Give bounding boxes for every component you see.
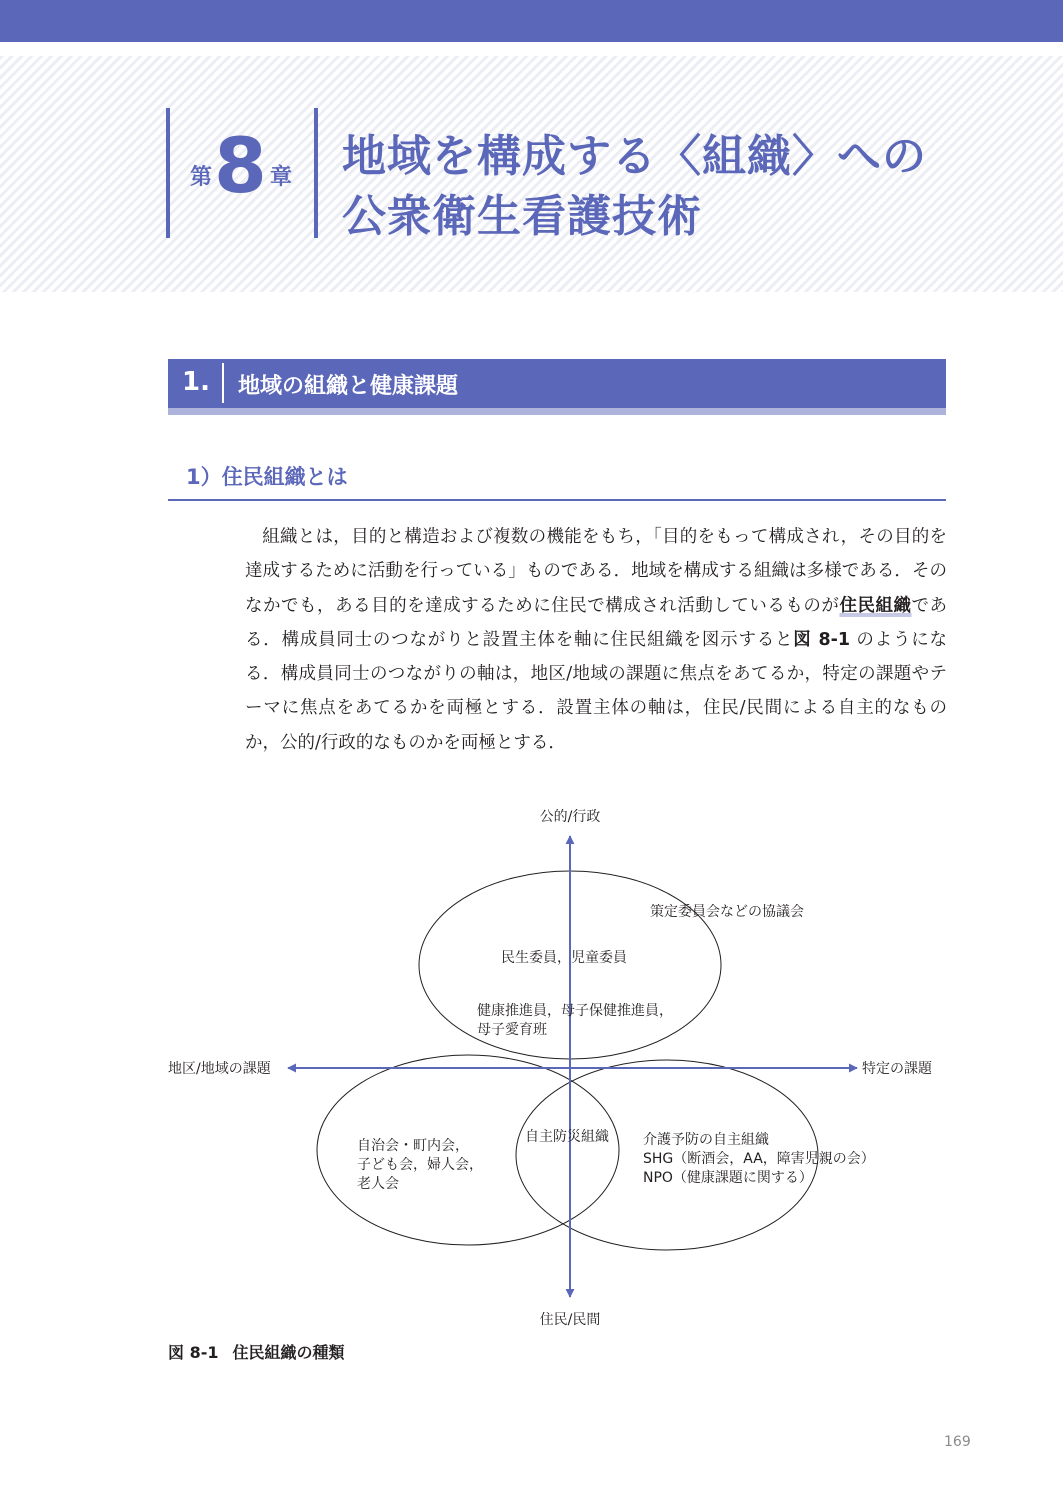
figure-reference: 図 8-1 (793, 629, 851, 650)
figure-caption-number: 図 8-1 (168, 1343, 219, 1362)
label-right-line1: 介護予防の自主組織 (643, 1132, 769, 1148)
subsection-title: 1）住民組織とは (186, 465, 348, 489)
body-text-part3: のようになる．構成員同士のつながりの軸は，地区/地域の課題に焦点をあてるか，特定の課題やテーマに焦点をあてるかを両極とする．設置主体の軸は，住民/民間による自主的なものか，公的/行政的なものかを両極とする． (245, 629, 948, 753)
label-health-promoters-line2: 母子愛育班 (477, 1022, 547, 1038)
axis-label-top: 公的/行政 (539, 809, 601, 825)
label-left-line2: 子ども会，婦人会， (357, 1157, 483, 1173)
label-health-promoters-line1: 健康推進員，母子保健推進員， (477, 1003, 673, 1019)
resident-organization-diagram (0, 790, 1063, 1335)
axis-label-right: 特定の課題 (862, 1061, 932, 1077)
chapter-prefix: 第 (190, 165, 213, 190)
section-heading-underline (168, 408, 946, 415)
keyword-jumin-soshiki: 住民組織 (839, 595, 912, 616)
label-commissioners: 民生委員，児童委員 (501, 950, 627, 966)
body-paragraph (245, 520, 947, 760)
chapter-title-line1: 地域を構成する〈組織〉への (342, 131, 927, 182)
label-council: 策定委員会などの協議会 (650, 904, 804, 920)
page-number: 169 (944, 1434, 971, 1450)
axis-label-left: 地区/地域の課題 (168, 1061, 271, 1077)
body-text-part2: である．構成員同士のつながりと設置主体を軸に住民組織を図示すると (245, 595, 948, 650)
chapter-divider-rule (314, 108, 318, 238)
chapter-left-rule (166, 108, 170, 238)
body-text-part1: 組織とは，目的と構造および複数の機能をもち，「目的をもって構成され，その目的を達成するために活動を行っている」ものである．地域を構成する組織は多様である．そのなかでも，ある目的を達成するために住民で構成され活動しているものが (245, 527, 947, 616)
section-title: 地域の組織と健康課題 (238, 374, 459, 399)
section-number: 1. (182, 367, 210, 397)
label-disaster-prevention: 自主防災組織 (525, 1129, 609, 1145)
section-heading-separator (222, 363, 224, 403)
label-right-line2: SHG（断酒会，AA，障害児親の会） (643, 1151, 875, 1167)
label-left-line1: 自治会・町内会， (357, 1138, 469, 1154)
axis-label-bottom: 住民/民間 (539, 1312, 601, 1328)
top-color-bar (0, 0, 1063, 42)
label-right-line3: NPO（健康課題に関する） (643, 1170, 813, 1186)
label-left-line3: 老人会 (357, 1176, 399, 1192)
chapter-suffix: 章 (270, 165, 293, 190)
chapter-number: 8 (214, 121, 267, 210)
figure-caption (168, 1340, 345, 1363)
subsection-rule (168, 499, 946, 501)
figure-caption-title: 住民組織の種類 (232, 1343, 345, 1362)
chapter-title-line2: 公衆衛生看護技術 (342, 191, 702, 242)
